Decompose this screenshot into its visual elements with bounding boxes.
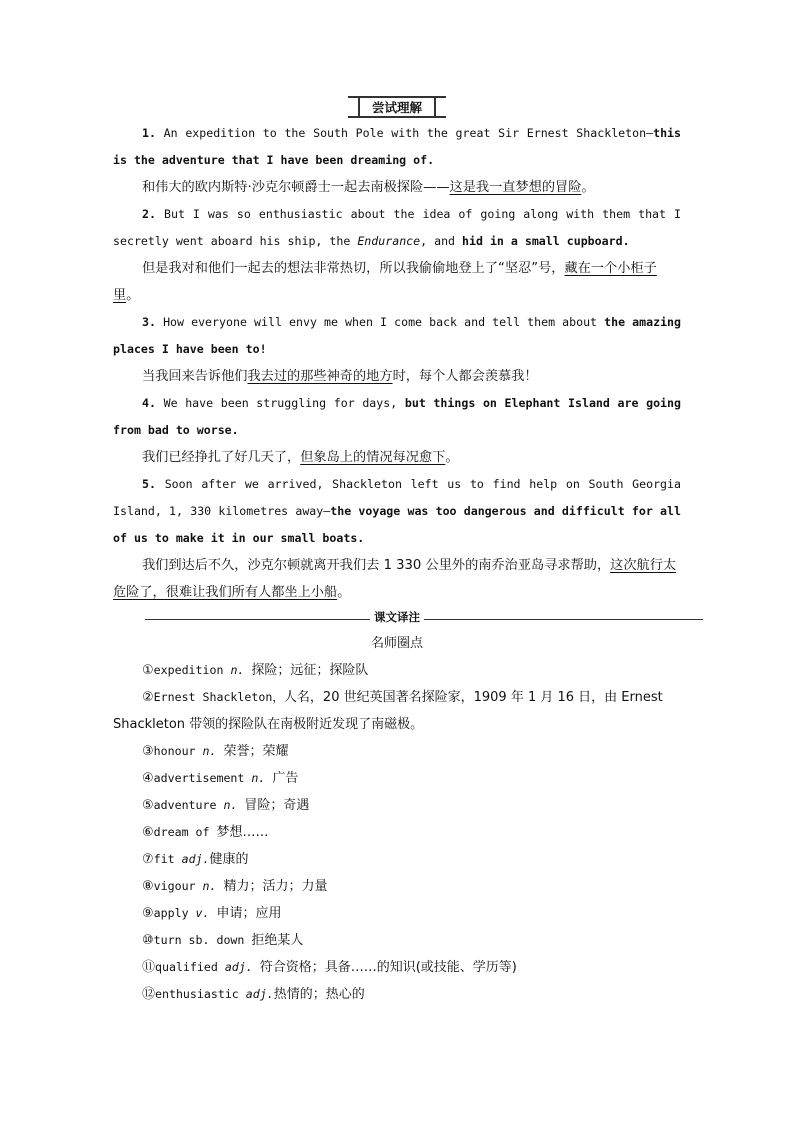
- note-meaning: 精力；活力；力量: [223, 879, 328, 894]
- note-term: expedition: [153, 663, 224, 677]
- note-meaning: 冒险；奇遇: [244, 798, 310, 813]
- chinese-translation: [113, 363, 681, 390]
- english-sentence: [113, 309, 681, 363]
- note-term: apply: [153, 906, 189, 920]
- section-header-text-notes: [113, 608, 681, 630]
- ship-name: Endurance: [357, 234, 421, 248]
- note-mark: ⑩: [142, 933, 154, 948]
- chinese-end: 时，每个人都会羡慕我！: [392, 369, 538, 384]
- english-highlight: hid in a small cupboard.: [462, 234, 630, 248]
- note-mark: ⑥: [142, 825, 154, 840]
- note-item: [113, 819, 681, 846]
- note-mark: ④: [142, 771, 154, 786]
- sentence-item-3: [113, 309, 681, 390]
- chinese-translation: [113, 444, 681, 471]
- chinese-underlined: 我去过的那些神奇的地方: [247, 369, 393, 384]
- chinese-underlined: 但象岛上的情况每况愈下: [300, 450, 446, 465]
- note-term: qualified: [155, 960, 218, 974]
- english-plain: Soon after we arrived, Shackleton left us to find help on South Georgia Island, 1, 330 kilometres away—: [113, 477, 681, 518]
- note-item: [113, 792, 681, 819]
- note-pos: n.: [202, 879, 217, 893]
- note-mark: ①: [142, 663, 154, 678]
- note-term: turn sb. down: [153, 933, 245, 947]
- notes-heading: 名师圈点: [370, 636, 423, 651]
- note-mark: ⑤: [142, 798, 154, 813]
- note-item: [113, 981, 681, 1008]
- note-pos: adj.: [224, 960, 253, 974]
- item-number: 4.: [142, 396, 156, 410]
- note-term: honour: [153, 744, 196, 758]
- chinese-plain: 我们已经挣扎了好几天了，: [142, 450, 301, 465]
- section-title: 课文译注: [370, 609, 424, 625]
- chinese-translation: [113, 174, 681, 201]
- note-item: [113, 873, 681, 900]
- note-meaning: 热情的；热心的: [273, 987, 365, 1002]
- note-mark: ②: [142, 690, 154, 705]
- sentence-item-2: [113, 201, 681, 309]
- item-number: 1.: [142, 126, 156, 140]
- english-plain: We have been struggling for days,: [163, 396, 405, 410]
- note-meaning: 符合资格；具备……的知识(或技能、学历等): [259, 960, 517, 975]
- note-item: [113, 738, 681, 765]
- note-term: dream of: [153, 825, 210, 839]
- sentence-item-5: [113, 471, 681, 606]
- notes-list: [113, 657, 681, 1008]
- note-term: advertisement: [153, 771, 245, 785]
- note-pos: n.: [223, 798, 238, 812]
- chinese-end: 。: [337, 585, 351, 600]
- note-term: adventure: [153, 798, 217, 812]
- note-term: vigour: [153, 879, 196, 893]
- chinese-plain: 我们到达后不久，沙克尔顿就离开我们去 1 330 公里外的南乔治亚岛寻求帮助，: [142, 558, 611, 573]
- english-plain: How everyone will envy me when I come back and tell them about: [163, 315, 605, 329]
- sentence-item-1: [113, 120, 681, 201]
- item-number: 3.: [142, 315, 156, 329]
- note-mark: ⑪: [142, 960, 156, 975]
- section-header-try-understand: [113, 96, 681, 120]
- english-plain: But I was so enthusiastic about the idea of going along with them that I secretly went aboard his ship, the: [113, 207, 681, 248]
- chinese-plain: 和伟大的欧内斯特·沙克尔顿爵士一起去南极探险——: [142, 180, 450, 195]
- note-item: [113, 657, 681, 684]
- note-meaning: 人名，20 世纪英国著名探险家，1909 年 1 月 16 日，由 Ernest Shackleton 带领的探险队在南极附近发现了南磁极。: [113, 690, 663, 732]
- english-sentence: [113, 120, 681, 174]
- note-pos: n.: [230, 663, 245, 677]
- english-sentence: [113, 201, 681, 255]
- note-item: [113, 684, 681, 738]
- item-number: 5.: [142, 477, 156, 491]
- note-meaning: 申请；应用: [216, 906, 282, 921]
- english-sentence: [113, 390, 681, 444]
- note-item: [113, 900, 681, 927]
- section-divider: [145, 619, 703, 620]
- note-meaning: 荣誉；荣耀: [223, 744, 289, 759]
- english-highlight: but things on Elephant Island are going from bad to worse.: [113, 396, 681, 437]
- chinese-end: 。: [581, 180, 595, 195]
- chinese-plain: 当我回来告诉他们: [142, 369, 248, 384]
- note-mark: ⑫: [142, 987, 156, 1002]
- english-highlight: the voyage was too dangerous and difficult for all of us to make it in our small boats.: [113, 504, 681, 545]
- chinese-underlined: 这次航行太危险了，很难让我们所有人都坐上小船: [113, 558, 677, 600]
- sentence-item-4: [113, 390, 681, 471]
- english-plain: An expedition to the South Pole with the great Sir Ernest Shackleton—: [163, 126, 654, 140]
- note-mark: ⑧: [142, 879, 154, 894]
- chinese-translation: [113, 552, 681, 606]
- note-pos: v.: [195, 906, 210, 920]
- note-pos: n.: [202, 744, 217, 758]
- note-pos: n.: [251, 771, 266, 785]
- chinese-translation: [113, 255, 681, 309]
- english-sentence: [113, 471, 681, 552]
- note-item: [113, 846, 681, 873]
- note-mark: ③: [142, 744, 154, 759]
- chinese-plain: 但是我对和他们一起去的想法非常热切，所以我偷偷地登上了“坚忍”号，: [142, 261, 565, 276]
- chinese-end: 。: [126, 288, 140, 303]
- note-item: [113, 954, 681, 981]
- note-mark: ⑦: [142, 852, 154, 867]
- chinese-end: 。: [445, 450, 459, 465]
- chinese-underlined: 这是我一直梦想的冒险: [449, 180, 582, 195]
- document-page: [113, 96, 681, 1008]
- note-pos: adj.: [181, 852, 210, 866]
- note-meaning: 广告: [272, 771, 299, 786]
- note-term: enthusiastic: [155, 987, 239, 1001]
- chinese-underlined: 藏在一个小柜子里: [113, 261, 657, 303]
- note-term: Ernest Shackleton，: [153, 690, 284, 704]
- english-highlight: the amazing places I have been to!: [113, 315, 682, 356]
- note-meaning: 拒绝某人: [251, 933, 304, 948]
- english-highlight: this is the adventure that I have been dreaming of.: [113, 126, 682, 167]
- note-meaning: 健康的: [209, 852, 249, 867]
- note-item: [113, 927, 681, 954]
- note-meaning: 梦想……: [216, 825, 269, 840]
- note-term: fit: [153, 852, 175, 866]
- note-item: [113, 765, 681, 792]
- note-meaning: 探险；远征；探险队: [251, 663, 369, 678]
- note-mark: ⑨: [142, 906, 154, 921]
- section-title: 尝试理解: [358, 98, 436, 116]
- item-number: 2.: [142, 207, 156, 221]
- note-pos: adj.: [245, 987, 274, 1001]
- english-plain: , and: [420, 234, 463, 248]
